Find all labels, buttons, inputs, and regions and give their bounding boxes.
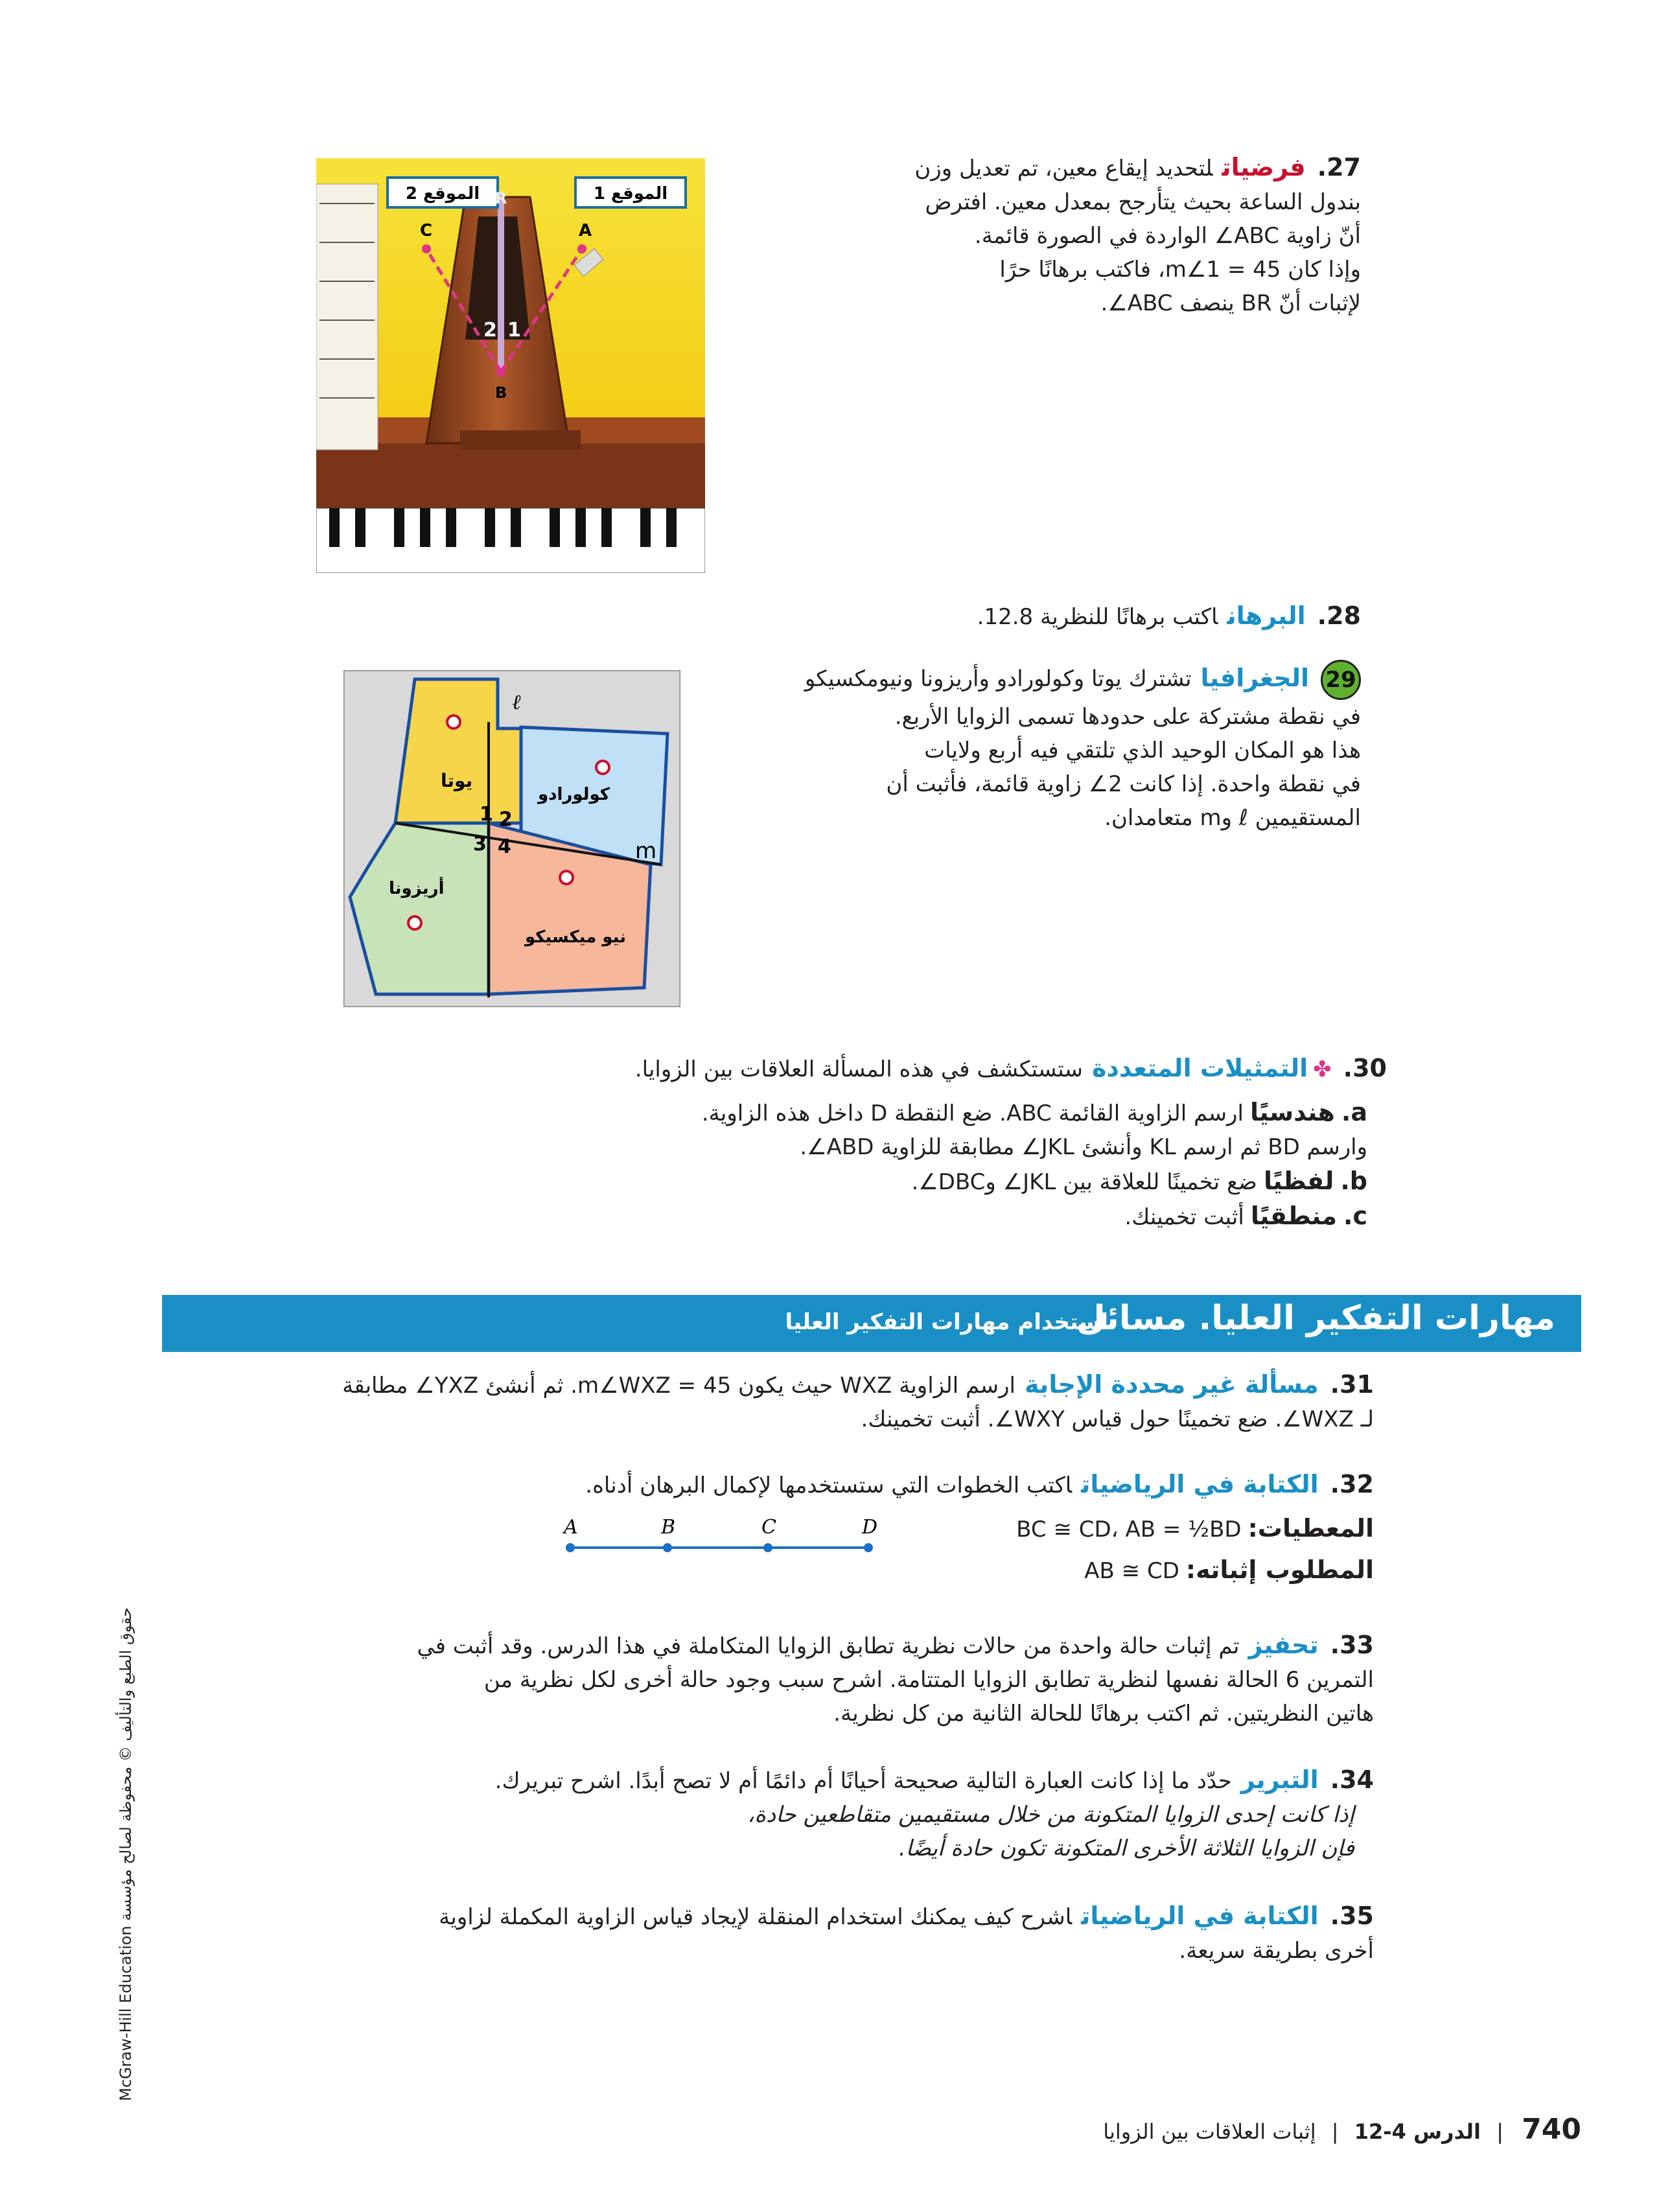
label-d: D	[862, 1516, 878, 1539]
label-pos1: الموقع 1	[593, 184, 668, 204]
four-corners-map	[343, 670, 680, 1007]
problem-text: التمرين 6 الحالة نفسها لنظرية تطابق الزوايا المتتامة. اشرح سبب وجود حالة أخرى لكل نظرية من	[483, 1667, 1374, 1693]
lesson-title: إثبات العلاقات بين الزوايا	[1103, 2119, 1316, 2144]
point-d	[864, 1543, 873, 1552]
problem-text: اكتب برهانًا للنظرية 12.8.	[977, 604, 1218, 630]
part-keyword: منطقيًا	[1250, 1202, 1338, 1230]
part-label: b.	[1340, 1167, 1367, 1195]
problem-number: 28.	[1317, 601, 1361, 630]
problem-text: اشرح كيف يمكنك استخدام المنقلة لإيجاد قياس الزاوية المكملة لزاوية	[439, 1904, 1073, 1930]
puzzle-icon: ✤	[1313, 1056, 1332, 1082]
problem-text: ارسم الزاوية WXZ حيث يكون m∠WXZ = 45. ثم أنشئ YXZ∠ مطابقة	[342, 1373, 1015, 1399]
metronome-base	[460, 430, 581, 450]
label-arizona: أريزونا	[389, 879, 445, 898]
statement-text: إذا كانت إحدى الزوايا المتكونة من خلال مستقيمين متقاطعين حادة،	[747, 1802, 1354, 1828]
problem-text: أنّ زاوية ABC∠ الواردة في الصورة قائمة.	[974, 223, 1361, 249]
problem-text: في نقطة واحدة. إذا كانت 2∠ زاوية قائمة، فأثبت أن	[886, 771, 1361, 797]
point-a	[566, 1543, 575, 1552]
banner-subtitle: استخدام مهارات التفكير العليا	[785, 1309, 1108, 1335]
label-r: R	[495, 189, 507, 207]
problem-number: 27.	[1317, 153, 1361, 181]
metronome-figure	[316, 158, 705, 573]
part-text: ارسم الزاوية القائمة ABC. ضع النقطة D داخل هذه الزاوية.	[701, 1100, 1244, 1126]
label-a: A	[564, 1516, 578, 1539]
problem-33	[207, 1628, 1374, 1730]
problem-text: لـ WXZ∠. ضع تخمينًا حول قياس WXY∠. أثبت تخمينك.	[861, 1406, 1374, 1432]
section-banner	[162, 1295, 1581, 1352]
lesson-label: الدرس 4-12	[1354, 2119, 1481, 2144]
angle-2-label: 2	[499, 808, 513, 831]
problem-text: المستقيمين ℓ وm متعامدان.	[1104, 805, 1361, 831]
angle-4-label: 4	[498, 835, 511, 858]
label-c: C	[420, 221, 433, 240]
sheet-music	[316, 184, 378, 450]
given-text: BC ≅ CD، AB = ½BD	[1016, 1517, 1242, 1543]
problem-text: تم إثبات حالة واحدة من حالات نظرية تطابق الزوايا المتكاملة في هذا الدرس. وقد أثبت في	[417, 1633, 1240, 1659]
part-text: أثبت تخمينك.	[1124, 1204, 1244, 1230]
capital-colorado	[596, 761, 609, 774]
label-colorado: كولورادو	[538, 785, 610, 804]
problem-number: 34.	[1330, 1765, 1374, 1794]
page-footer	[1103, 2113, 1581, 2146]
problem-keyword: التمثيلات المتعددة	[1091, 1054, 1308, 1082]
problem-keyword: فرضيات	[1222, 153, 1306, 181]
label-utah: يوتا	[441, 770, 473, 791]
given-label: المعطيات:	[1247, 1514, 1374, 1543]
part-text: وارسم BD ثم ارسم KL وأنشئ JKL∠ مطابقة للزاوية ABD∠.	[800, 1134, 1367, 1160]
problem-29	[713, 660, 1361, 835]
label-line-l: ℓ	[512, 690, 521, 714]
prove-label: المطلوب إثباته:	[1185, 1555, 1374, 1584]
problem-text: اكتب الخطوات التي ستستخدمها لإكمال البرهان أدناه.	[585, 1473, 1073, 1498]
problem-34	[207, 1763, 1374, 1865]
problem-keyword: الكتابة في الرياضيات	[1081, 1470, 1319, 1498]
problem-keyword: مسألة غير محددة الإجابة	[1025, 1370, 1319, 1399]
prove-text: AB ≅ CD	[1084, 1558, 1179, 1584]
label-pos2: الموقع 2	[405, 184, 480, 204]
problem-number-badge: 29	[1321, 660, 1361, 700]
problem-31	[207, 1368, 1374, 1436]
label-c: C	[761, 1516, 776, 1539]
problem-27	[778, 150, 1361, 320]
problem-number: 33.	[1330, 1631, 1374, 1659]
point-b	[663, 1543, 672, 1552]
problem-text: هذا هو المكان الوحيد الذي تلتقي فيه أربع ولايات	[924, 738, 1361, 763]
label-b: B	[495, 384, 507, 402]
point-b	[496, 367, 505, 377]
copyright-sidebar	[117, 1607, 156, 2101]
problem-text: أخرى بطريقة سريعة.	[1179, 1938, 1374, 1964]
label-line-m: m	[635, 838, 657, 864]
statement-text: فإن الزوايا الثلاثة الأخرى المتكونة تكون حادة أيضًا.	[898, 1835, 1354, 1861]
problem-28	[713, 599, 1361, 634]
part-keyword: هندسيًا	[1249, 1098, 1335, 1126]
label-b: B	[661, 1516, 676, 1539]
point-c	[422, 244, 431, 253]
problem-keyword: الجغرافيا	[1200, 663, 1309, 692]
angle-3-label: 3	[473, 833, 487, 856]
problem-text: حدّد ما إذا كانت العبارة التالية صحيحة أحيانًا أم دائمًا أم لا تصح أبدًا. اشرح تبريرك.	[494, 1768, 1232, 1794]
capital-arizona	[408, 916, 421, 929]
capital-utah	[447, 716, 460, 728]
copyright-text: حقوق الطبع والتأليف © محفوظة لصالح مؤسسة McGraw-Hill Education	[117, 1607, 135, 2101]
footer-divider: |	[1496, 2119, 1503, 2144]
segment-figure	[557, 1514, 881, 1566]
angle-2-label: 2	[483, 319, 497, 342]
capital-newmexico	[560, 871, 573, 884]
problem-text: هاتين النظريتين. ثم اكتب برهانًا للحالة الثانية من كل نظرية.	[833, 1701, 1374, 1727]
angle-1-label: 1	[480, 803, 493, 826]
label-a: A	[579, 221, 592, 240]
problem-keyword: تحفيز	[1248, 1631, 1319, 1659]
footer-divider: |	[1331, 2119, 1339, 2144]
problem-text: بندول الساعة بحيث يتأرجح بمعدل معين. افترض	[925, 189, 1361, 215]
problem-keyword: التبرير	[1240, 1765, 1319, 1794]
part-label: c.	[1343, 1202, 1367, 1230]
page-number: 740	[1522, 2113, 1581, 2146]
banner-title: مهارات التفكير العليا. مسائل	[1076, 1299, 1555, 1338]
part-text: ضع تخمينًا للعلاقة بين JKL∠ وDBC∠.	[911, 1169, 1257, 1195]
problem-text: ستستكشف في هذه المسألة العلاقات بين الزوايا.	[634, 1056, 1083, 1082]
problem-number: 31.	[1330, 1370, 1374, 1399]
point-c	[763, 1543, 772, 1552]
problem-keyword: الكتابة في الرياضيات	[1081, 1902, 1319, 1930]
problem-text: تشترك يوتا وكولورادو وأريزونا ونيومكسيكو	[804, 666, 1192, 692]
problem-30	[415, 1051, 1387, 1234]
problem-text: في نقطة مشتركة على حدودها تسمى الزوايا الأربع.	[894, 704, 1361, 730]
problem-text: لتحديد إيقاع معين، تم تعديل وزن	[914, 156, 1213, 181]
problem-number: 32.	[1330, 1470, 1374, 1498]
problem-35	[207, 1899, 1374, 1968]
angle-1-label: 1	[507, 319, 521, 342]
problem-text: وإذا كان m∠1 = 45، فاكتب برهانًا حرًا	[999, 257, 1361, 283]
point-a	[577, 244, 586, 253]
part-label: a.	[1341, 1098, 1367, 1126]
problem-number: 35.	[1330, 1902, 1374, 1930]
problem-number: 30.	[1343, 1054, 1387, 1082]
problem-text: لإثبات أنّ BR ينصف ABC∠.	[1100, 290, 1361, 316]
problem-keyword: البرهان	[1227, 601, 1306, 630]
label-newmexico: نيو ميكسيكو	[525, 927, 627, 947]
part-keyword: لفظيًا	[1263, 1167, 1334, 1195]
